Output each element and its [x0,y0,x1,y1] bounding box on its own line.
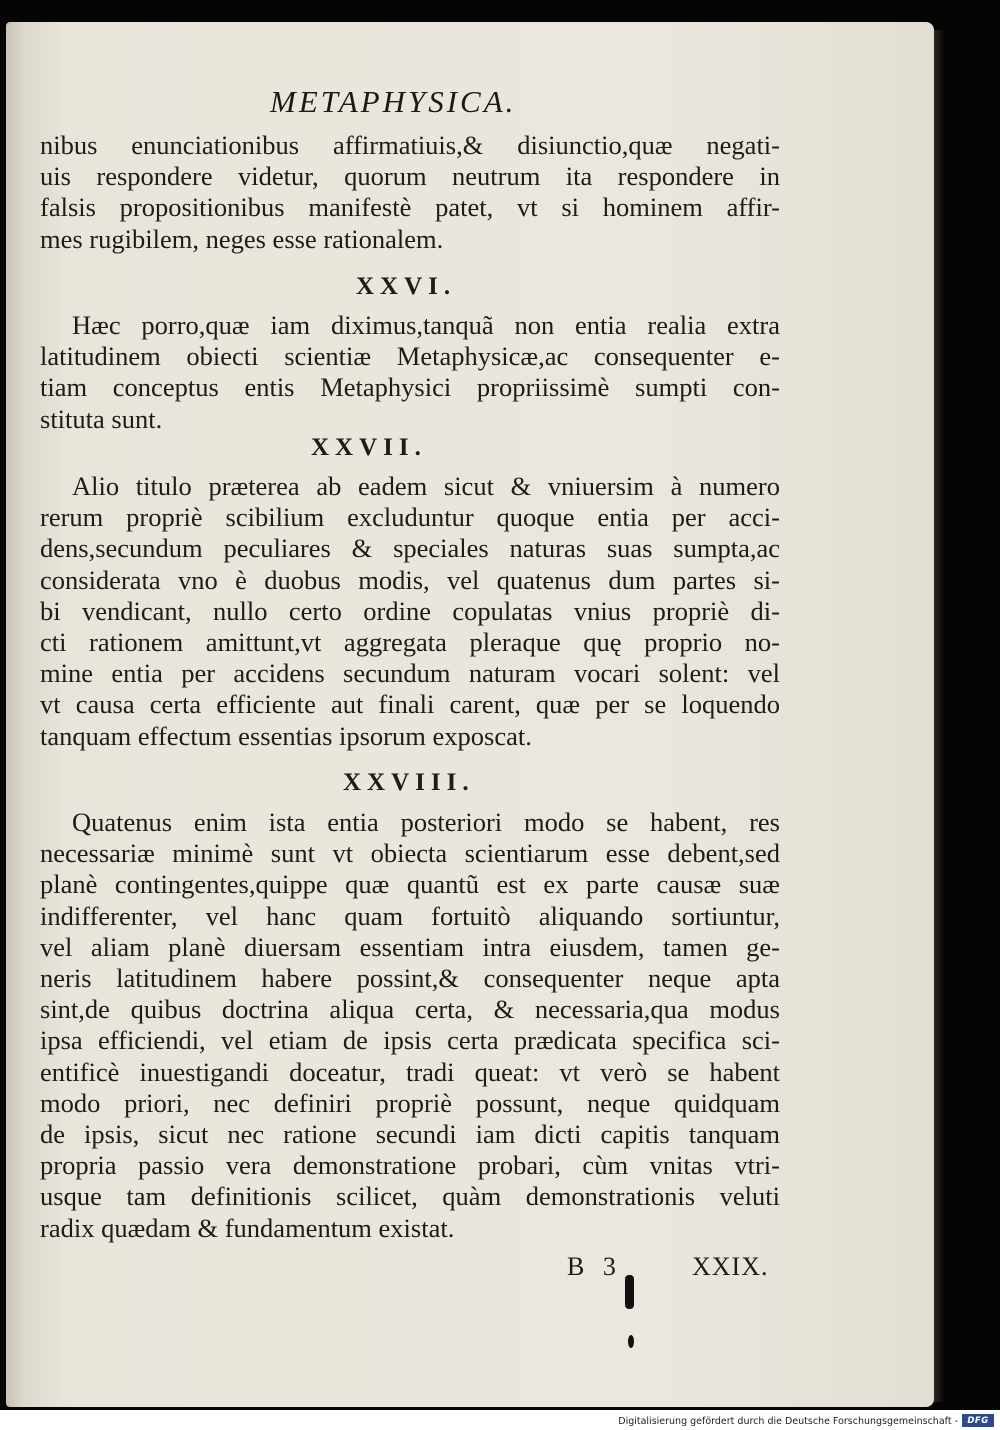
text-line: mine entia per accidens secundum naturam vocari solent: vel [40,658,780,689]
signature-mark: B 3 [567,1252,622,1281]
text-line: usque tam definitionis scilicet, quàm demonstrationis veluti [40,1181,780,1212]
text-line: Alio titulo præterea ab eadem sicut & vniuersim à numero [72,471,780,501]
text-line: cti rationem amittunt,vt aggregata pleraque quę proprio no- [40,627,780,658]
text-line: propria passio vera demonstratione probari, cùm vnitas vtri- [40,1150,780,1181]
text-line: necessariæ minimè sunt vt obiecta scientiarum esse debent,sed [40,838,780,869]
section-heading-xxvii: XXVII. [311,434,427,461]
text-line: vel aliam planè diuersam essentiam intra eiusdem, tamen ge- [40,931,780,962]
text-line: tiam conceptus entis Metaphysici propriissimè sumpti con- [40,372,780,403]
section-heading-xxvi: XXVI. [356,273,457,300]
text-line: falsis propositionibus manifestè patet, vt si hominem affir- [40,192,780,223]
running-head: METAPHYSICA. [270,84,517,119]
text-line: stituta sunt. [40,403,163,434]
text-line: dens,secundum peculiares & speciales naturas suas sumpta,ac [40,533,780,564]
text-line: latitudinem obiecti scientiæ Metaphysicæ,ac consequenter e- [40,341,780,372]
text-line: indifferenter, vel hanc quam fortuitò aliquando sortiuntur, [40,900,780,931]
section-heading-xxviii: XXVIII. [343,769,475,796]
text-line: bi vendicant, nullo certo ordine copulatas vnius propriè di- [40,595,780,626]
text-line: mes rugibilem, neges esse rationalem. [40,223,444,254]
text-line: entificè inuestigandi doceatur, tradi queat: vt verò se habent [40,1056,780,1087]
funding-credit: Digitalisierung gefördert durch die Deutsche Forschungsgemeinschaft - [618,1416,958,1427]
text-line: considerata vno è duobus modis, vel quatenus dum partes si- [40,564,780,595]
dfg-logo: DFG [962,1414,994,1427]
text-line: tanquam effectum essentias ipsorum exposcat. [40,720,532,751]
text-line: sint,de quibus doctrina aliqua certa, & necessaria,qua modus [40,994,780,1025]
text-line: ipsa efficiendi, vel etiam de ipsis certa prædicata specifica sci- [40,1025,780,1056]
text-line: Quatenus enim ista entia posteriori modo se habent, res [72,807,780,837]
catchword: XXIX. [692,1252,769,1281]
section-xxvi-text [40,310,780,435]
text-line: Hæc porro,quæ iam diximus,tanquã non entia realia extra [72,310,780,340]
text-line: radix quædam & fundamentum existat. [40,1212,455,1243]
text-line: uis respondere videtur, quorum neutrum ita respondere in [40,161,780,192]
text-line: rerum propriè scibilium excluduntur quoque entia per acci- [40,502,780,533]
text-line: modo priori, nec definiri propriè possunt, neque quidquam [40,1087,780,1118]
text-line: nibus enunciationibus affirmatiuis,& disiunctio,quæ negati- [40,130,780,160]
continued-paragraph [40,130,780,255]
ink-blot [628,1335,634,1348]
text-line: vt causa certa efficiente aut finali carent, quæ per se loquendo [40,689,780,720]
text-line: neris latitudinem habere possint,& consequenter neque apta [40,963,780,994]
text-line: de ipsis, sicut nec ratione secundi iam dicti capitis tanquam [40,1119,780,1150]
section-xxviii-text [40,807,780,1244]
section-xxvii-text [40,471,780,752]
text-line: planè contingentes,quippe quæ quantũ est ex parte causæ suæ [40,869,780,900]
page-edge [934,30,944,1402]
ink-blot [625,1275,634,1309]
